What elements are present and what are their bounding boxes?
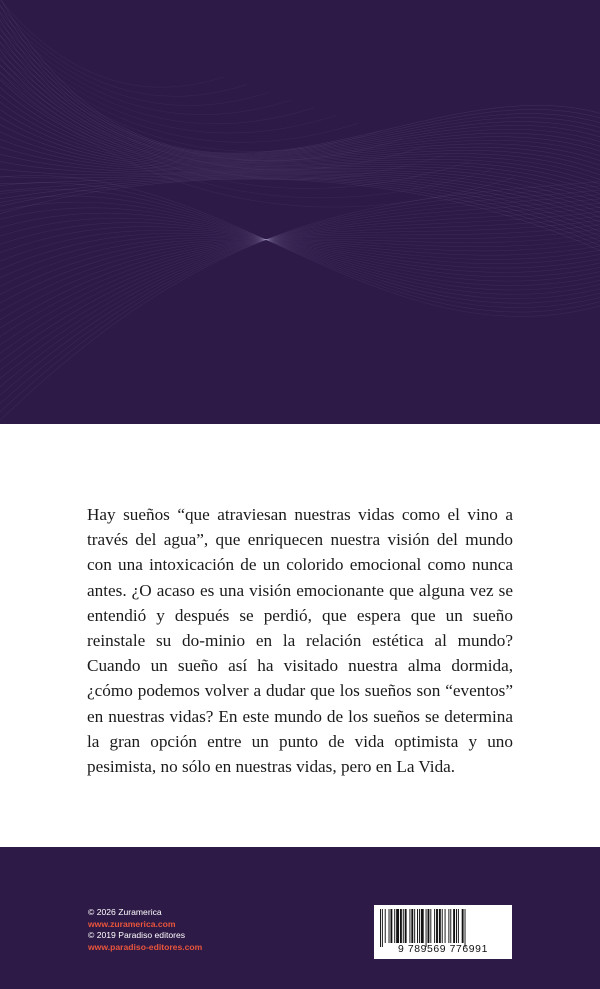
copyright-zuramerica: © 2026 Zuramerica <box>88 907 162 917</box>
blurb-text: Hay sueños “que atraviesan nuestras vidas como el vino a través del agua”, que enriquecen nuestra visión del mundo con una intoxicación de un colorido emocional como nunca antes. ¿O acaso es una visión emocionante que alguna vez se entendió y después se perdió, que espera que un sueño reinstale su do-minio en la relación estética al mundo? Cuando un sueño así ha visitado nuestra alma dormida, ¿cómo podemos volver a dudar que los sueños son “eventos” en nuestras vidas? En este mundo de los sueños se determina la gran opción entre un punto de vida optimista y uno pesimista, no sólo en nuestras vidas, pero en La Vida. <box>87 505 513 777</box>
publisher-credits <box>88 907 202 953</box>
wave-line-pattern <box>0 0 600 424</box>
barcode-number: 9 789569 776991 <box>398 944 488 955</box>
isbn-barcode <box>374 905 512 959</box>
decorative-header-panel <box>0 0 600 424</box>
paradiso-link[interactable]: www.paradiso-editores.com <box>88 941 203 952</box>
zuramerica-link[interactable]: www.zuramerica.com <box>88 918 176 929</box>
copyright-paradiso: © 2019 Paradiso editores <box>88 930 186 941</box>
